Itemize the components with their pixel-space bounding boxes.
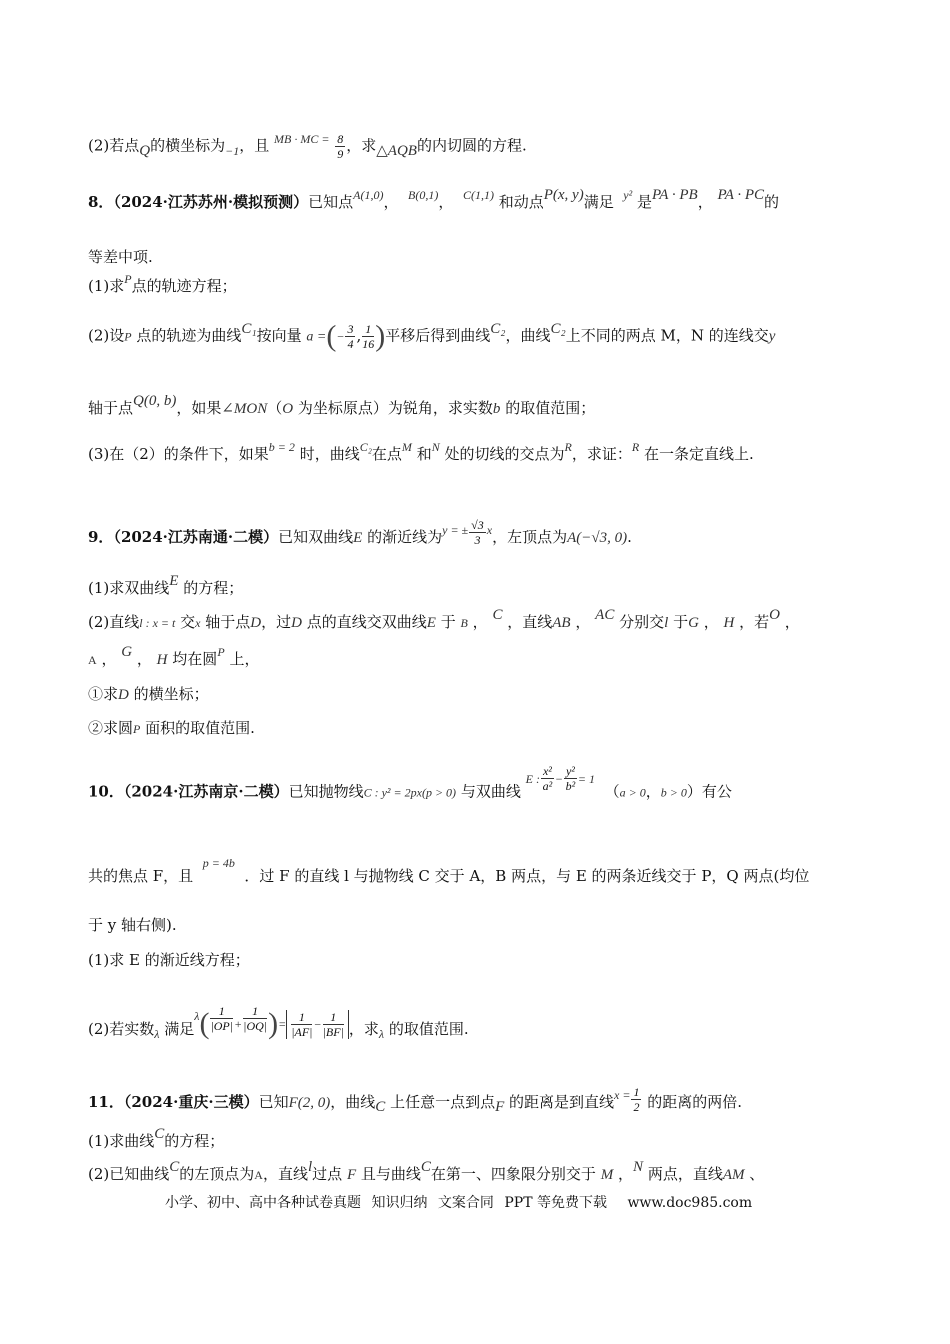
text: 和 [416, 445, 432, 463]
text: （ [604, 782, 620, 801]
text: (2)若点 [88, 136, 140, 155]
text: 是 [636, 193, 652, 211]
text: 轴于点 [205, 613, 251, 631]
text: ， [101, 650, 117, 668]
text: 于 [673, 613, 689, 631]
math-expr: B(0,1) [408, 188, 439, 202]
denominator: |AF| [291, 1024, 313, 1039]
text: 上不同的两点 M，N 的连线交 [565, 326, 769, 345]
footer-banner [165, 1192, 758, 1212]
fraction-1-2 [631, 1085, 641, 1114]
math-var: λ [154, 1027, 160, 1041]
text: 且与曲线 [360, 1165, 421, 1183]
text: 平移后得到曲线 [385, 326, 491, 345]
math-var: F [495, 1099, 505, 1115]
denominator: |BF| [322, 1024, 344, 1039]
math-expr: b > 0 [660, 785, 687, 800]
math-var: C [375, 1099, 386, 1115]
math-expr: PA · PC [717, 187, 765, 203]
text: 在第一、四象限分别交于 [430, 1165, 596, 1183]
fraction-8-9 [335, 132, 345, 161]
math-var: E [353, 530, 363, 546]
text: 的内切圆的方程. [416, 136, 527, 155]
text: ， [575, 613, 591, 631]
text: 的横坐标为 [150, 136, 226, 155]
text: ， [472, 613, 488, 631]
text: ．过 F 的直线 l 与抛物线 C 交于 A，B 两点，与 E 的两条近线交于 P，Q 两点(均位 [244, 867, 810, 885]
text: 为坐标原点）为锐角，求实数 [297, 399, 493, 417]
math-var: R [631, 440, 640, 454]
numerator: 1 [210, 1004, 233, 1019]
text: 与双曲线 [460, 782, 521, 801]
text: 的距离的两倍. [647, 1093, 743, 1111]
math-expr: A(−√3, 0) [567, 530, 628, 546]
question-number: 11． [88, 1093, 124, 1111]
text: 处的切线的交点为 [444, 445, 565, 463]
math-var: b [492, 401, 501, 417]
text: 已知点 [308, 193, 354, 211]
text: ， [136, 650, 152, 668]
math-var: M [600, 1167, 614, 1183]
denominator: b² [565, 779, 576, 793]
math-var: C₂ [550, 320, 566, 337]
math-var: l [664, 615, 669, 631]
math-var: △AQB [376, 142, 417, 159]
text: 已知抛物线 [288, 782, 364, 801]
denominator: 3 [474, 533, 481, 547]
math-var: H [156, 652, 168, 668]
text: (2)直线 [88, 613, 140, 631]
math-var: −1 [225, 143, 240, 158]
fraction-1-BF [323, 1010, 344, 1039]
math-var: O [769, 607, 780, 623]
text: ①求 [88, 685, 119, 703]
denominator: |OQ| [243, 1019, 268, 1033]
math-var: P [217, 645, 225, 659]
text: ， [438, 193, 454, 211]
text: (1)求 [88, 277, 125, 295]
text: 的方程； [183, 579, 244, 597]
footer-text: 文案合同 [437, 1195, 494, 1211]
math-var: C₁ [241, 320, 257, 337]
text: ②求圆 [88, 719, 134, 737]
question-source: （2024·江苏南通·二模） [113, 528, 279, 546]
text: ，左顶点为 [492, 528, 568, 546]
fraction-sqrt3-3 [469, 518, 486, 547]
numerator: 8 [337, 132, 344, 146]
math-sign: − [554, 771, 563, 786]
text: (1)求曲线 [88, 1132, 155, 1150]
math-sign: − [336, 329, 345, 344]
math-var: D [118, 687, 129, 703]
q11-part1 [88, 1126, 225, 1152]
text: 的渐近线为 [367, 528, 443, 546]
math-var: C [492, 607, 503, 623]
text: 按向量 [256, 326, 302, 345]
math-var: y [768, 328, 776, 345]
fraction-1-AF [291, 1010, 312, 1039]
q9-header [88, 518, 632, 548]
math-var: AM [722, 1167, 745, 1183]
math-expr: MB · MC = [274, 131, 330, 146]
question-source: （2024·江苏南京·二模） [123, 782, 289, 801]
text: 于 y 轴右侧). [88, 916, 177, 934]
math-expr: Q(0, b) [133, 393, 177, 409]
math-expr: F(2, 0) [288, 1095, 331, 1111]
q9-part2-continued [88, 644, 260, 670]
text: 分别交 [619, 613, 665, 631]
text: ， [703, 613, 719, 631]
text: 的横坐标； [133, 685, 209, 703]
text: ， [645, 782, 661, 801]
text: ，如果 [176, 399, 222, 417]
numerator: 1 [633, 1085, 640, 1099]
q8-continued [88, 247, 153, 267]
paren-left: ( [199, 1007, 210, 1040]
math-var: C [420, 1159, 431, 1175]
math-expr: y² [623, 188, 633, 202]
math-var: B [460, 616, 468, 630]
text: ）有公 [686, 782, 732, 801]
text: ，曲线 [505, 326, 551, 345]
text: 轴于点 [88, 399, 134, 417]
denominator: a² [542, 779, 553, 793]
math-var: O [282, 401, 294, 417]
q10-part1 [88, 950, 250, 970]
math-expr: p = 4b [202, 856, 235, 870]
text: 的方程； [164, 1132, 225, 1150]
text: 点的轨迹为曲线 [136, 326, 242, 345]
math-expr: C : y² = 2px(p > 0) [363, 785, 457, 800]
math-expr: A(1,0) [353, 188, 384, 202]
math-expr: ∠MON [221, 401, 268, 417]
math-var: E [426, 615, 436, 631]
text: 已知 [258, 1093, 289, 1111]
denominator: 2 [633, 1100, 640, 1114]
text: 已知双曲线 [278, 528, 354, 546]
text: . [627, 528, 632, 546]
text: (3)在（2）的条件下，如果 [88, 445, 269, 463]
math-sign: + [234, 1017, 243, 1031]
q8-part3 [88, 440, 754, 465]
text: 上， [229, 650, 260, 668]
q9-subpart1 [88, 684, 209, 705]
text: ， [784, 613, 800, 631]
math-var: x [195, 616, 201, 630]
math-var: x [486, 523, 493, 537]
question-number: 10． [88, 782, 124, 801]
math-var: Q [139, 142, 151, 159]
math-expr: = 1 [577, 771, 596, 786]
math-var: P [124, 329, 132, 344]
q8-header [88, 187, 780, 213]
text: (1)求 E 的渐近线方程； [88, 951, 250, 969]
question-source: （2024·重庆·三模） [123, 1093, 259, 1111]
text: ，求证： [571, 445, 632, 463]
text: 两点，直线 [647, 1165, 723, 1183]
math-expr: l : x = t [139, 616, 176, 630]
denominator: 9 [337, 147, 344, 161]
paren-right: ) [268, 1007, 279, 1040]
math-var: AC [595, 607, 615, 623]
text: ，曲线 [330, 1093, 376, 1111]
numerator: √3 [471, 518, 484, 532]
text: (2)若实数 [88, 1020, 155, 1038]
q9-part1 [88, 573, 244, 599]
text: 共的焦点 F，且 [88, 867, 194, 885]
numerator: 1 [243, 1004, 267, 1019]
math-var: D [291, 615, 302, 631]
text: 满足 [164, 1020, 195, 1038]
denominator: 16 [362, 337, 375, 351]
numerator: x² [542, 764, 552, 778]
text: 等差中项. [88, 248, 153, 266]
math-var: G [688, 615, 699, 631]
math-var: F [346, 1167, 357, 1183]
text: ，过 [261, 613, 292, 631]
math-var: N [633, 1159, 644, 1175]
math-expr: C(1,1) [462, 188, 494, 202]
text: ， [697, 193, 713, 211]
text: 在点 [371, 445, 402, 463]
math-var: N [431, 440, 440, 454]
q8-part2: (2)设P 点的轨迹为曲线C₁按向量 a =(− $\frac{3}{4}$ , $\frac{1}{16}$ )平移后得到曲线C₂，曲线C₂上不同的两点 M，N 的连线交y [88, 319, 776, 353]
fraction-1-16 [362, 322, 374, 351]
footer-text: 知识归纳 [371, 1195, 428, 1211]
footer-link[interactable]: www.doc985.com [627, 1195, 753, 1211]
q8-part1 [88, 272, 237, 297]
math-expr: x = [614, 1088, 631, 1102]
text: （ [267, 399, 283, 417]
text: (2)设 [88, 326, 125, 345]
math-sign: = [278, 1017, 287, 1031]
math-var: M [401, 440, 412, 454]
question-number: 9． [88, 528, 114, 546]
math-var: C [154, 1126, 165, 1142]
q11-header [88, 1085, 742, 1114]
math-expr: PA · PB [652, 187, 698, 203]
question-source: （2024·江苏苏州·模拟预测） [113, 193, 309, 211]
math-var: C₂ [359, 440, 372, 454]
q8-part2-continued [88, 393, 596, 419]
math-expr: E : [525, 771, 540, 786]
q9-subpart2 [88, 718, 255, 739]
numerator: 1 [362, 322, 374, 337]
text: ，求 [348, 1020, 379, 1038]
text: 时，曲线 [299, 445, 360, 463]
math-var: λ [378, 1027, 385, 1041]
denominator: 4 [347, 337, 354, 351]
vector-a: a = [306, 329, 327, 345]
text: 的取值范围； [505, 399, 596, 417]
denominator: |OP| [210, 1019, 234, 1033]
math-var: C [169, 1159, 180, 1175]
text: 上任意一点到点 [390, 1093, 496, 1111]
text: ，直线 [262, 1165, 308, 1183]
math-expr: y = ± [442, 523, 469, 537]
fraction-x2-a2 [541, 764, 554, 793]
math-var: P [124, 272, 132, 286]
text: 均在圆 [172, 650, 218, 668]
absolute-value [286, 1010, 349, 1039]
text: ，且 [239, 136, 270, 155]
text: 和动点 [498, 193, 544, 211]
paren-right: ) [375, 319, 386, 353]
math-var: D [250, 615, 262, 631]
math-var: H [723, 615, 735, 631]
math-var: P [133, 722, 141, 736]
math-expr: a > 0 [619, 785, 646, 800]
text: (2)已知曲线 [88, 1165, 170, 1183]
math-var: λ [194, 1009, 200, 1023]
text: 面积的取值范围. [145, 719, 255, 737]
text: 、 [749, 1165, 765, 1183]
fraction-1-OQ [243, 1004, 267, 1033]
question-number: 8． [88, 193, 114, 211]
math-var: C₂ [490, 320, 506, 337]
q10-part2 [88, 1004, 469, 1045]
footer-text: PPT 等免费下载 [504, 1195, 607, 1211]
text: 点的直线交双曲线 [306, 613, 427, 631]
text: ， [383, 193, 399, 211]
math-var: R [564, 440, 572, 454]
text: 交 [180, 613, 196, 631]
numerator: y² [565, 764, 575, 778]
text: 过点 [312, 1165, 343, 1183]
math-var: AB [552, 615, 571, 631]
text: ，若 [739, 613, 770, 631]
fraction-3-4 [345, 322, 355, 351]
math-expr: P(x, y) [543, 187, 584, 203]
math-var: E [169, 573, 179, 589]
footer-text: 小学、初中、高中各种试卷真题 [165, 1195, 361, 1211]
text: 的距离是到直线 [509, 1093, 615, 1111]
q7-part2 [88, 132, 527, 161]
math-var: G [121, 644, 133, 660]
text: 在一条定直线上. [644, 445, 754, 463]
text: ，求 [346, 136, 377, 155]
text: 的 [764, 193, 780, 211]
q9-part2 [88, 607, 800, 633]
text: ，直线 [507, 613, 553, 631]
numerator: 1 [323, 1010, 344, 1025]
text: ， [618, 1165, 634, 1183]
math-var: A [254, 1168, 263, 1182]
numerator: 3 [347, 322, 354, 336]
text: 的左顶点为 [179, 1165, 255, 1183]
q10-continued-2 [88, 915, 177, 935]
numerator: 1 [291, 1010, 312, 1025]
math-sign: − [313, 1017, 322, 1031]
text: (1)求双曲线 [88, 579, 170, 597]
fraction-1-OP [210, 1004, 233, 1033]
math-expr: b = 2 [268, 440, 295, 454]
text: 满足 [583, 193, 614, 211]
text: 的取值范围. [388, 1020, 469, 1038]
q11-part2 [88, 1159, 765, 1185]
math-var: l [307, 1159, 313, 1175]
fraction-y2-b2 [564, 764, 577, 793]
math-var: A [88, 653, 97, 667]
text: 于 [440, 613, 456, 631]
q10-continued [88, 856, 810, 887]
paren-left: ( [326, 319, 337, 353]
q10-header [88, 764, 732, 807]
text: 点的轨迹方程； [131, 277, 237, 295]
